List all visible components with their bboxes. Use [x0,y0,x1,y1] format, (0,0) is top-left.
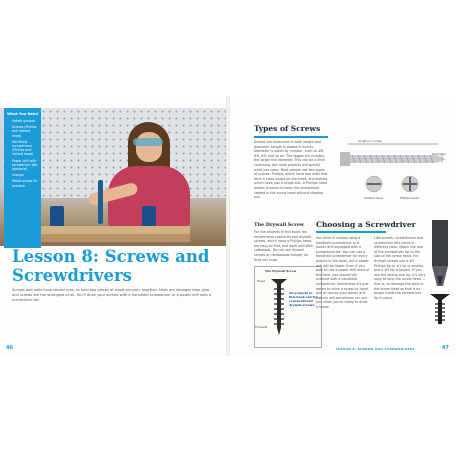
clamp-icon [142,206,156,228]
heading-rule [316,231,386,233]
types-paragraph: Screws are measured in both length and diameter. Length is stated in inches. Diameter is noted by number, such as #6, #8, #9, and so on. The bigger the number, the larger the diameter. This can be a little confusing, but most projects will specify what you need. Most people use two types of screws: Phillips, which have two slots that form a cross shape on the head, and slotted, which have just a single slot. A Phillips head makes it easier to keep the screwdriver seated in the screw head without slipping out. [254,140,328,200]
list-item: • Screws (Phillips and slotted head) [12,125,38,138]
book-gutter [226,96,230,356]
sidebar-heading: What You Need [7,112,38,116]
screw-diagram [334,136,454,196]
slotted-head-label: Slotted head [364,196,384,200]
choosing-heading: Choosing a Screwdriver [316,220,416,229]
list-item: • Handheld screwdrivers (Phillips and slotted head) [12,140,38,157]
panel-title: The Drywall Screw [265,269,297,273]
phillips-head-label: Phillips head [400,196,419,200]
screwdriver-bit-photo [428,220,454,330]
list-item: • Clamps [12,173,38,177]
drywall-screw-icon [269,277,289,337]
intro-paragraph: Screws and nails have similar jobs, to hold two pieces of wood securely together. Nails are stronger than glue, and screws are the strongest of all. You'll drive your screws with a handheld screwdriver or a power drill with a screwdriver bit. [12,288,212,302]
diameter-label: Diameter [432,152,447,156]
list-item: • Safety glasses [12,119,38,123]
screwdriver-icon [98,180,103,224]
screw-head [340,152,350,166]
screw-tip [436,155,446,163]
heading-rule [254,136,328,138]
what-you-need-sidebar [4,108,41,248]
types-heading: Types of Screws [254,124,321,133]
drywall-paragraph: For the projects in this book, we recommend coarse-thread drywall screws, which have a Phillips head, are easy to find, and work well with softwoods. Do not use drywall screws on hardwoods though, as they will snap. [254,230,313,262]
choosing-paragraph-2: Like screws, screwdrivers and screwdriver bits come in different sizes. Match the size of the screwdriver tip to the size of the screw head. For drywall screws use a #2 Phillips tip (a #1 tip is smaller, and a #3 tip is larger). If you use the wrong size tip, it's very easy to strip the screw head — that is, to damage the slots in the screw head so that it no longer holds the screwdriver tip in place. [374,236,426,300]
supply-list [7,119,38,188]
list-item: • Power drill with screwdriver bits (optional) [12,159,38,172]
lesson-title: Lesson 8: Screws and Screwdrivers [12,247,210,285]
length-label: length in inches [358,139,382,143]
page-number: 47 [442,345,449,351]
head-label: Head [257,279,265,283]
choosing-paragraph-1: You drive in screws using a handheld screwdriver or a power drill equipped with a screwdriver bit. You can use a handheld screwdriver for every project in the book, but a power drill will be faster. Even if you plan to use a power drill most of the time, you should still practice with a handheld screwdriver. Sometimes it's just easier to drive a screw by hand, and of course your power drill battery will sometimes run out just when you're ready to drive a screw. [316,236,370,309]
screw-shank [350,155,436,163]
drywall-heading: The Drywall Screw [254,222,304,228]
clamp-icon [50,206,64,228]
threads-label: Threads [255,325,268,329]
drywall-screw-panel [254,266,322,348]
list-item: • Wood scraps for practice [12,179,38,187]
drywall-screw-photo [430,294,450,300]
left-page [0,96,226,356]
panel-callout: All projects in this book call for coarse-thread drywall screws. [289,291,318,307]
right-page [230,96,456,356]
running-head: LESSON 8: SCREWS AND SCREWDRIVERS [336,347,415,351]
page-number: 46 [6,345,13,351]
